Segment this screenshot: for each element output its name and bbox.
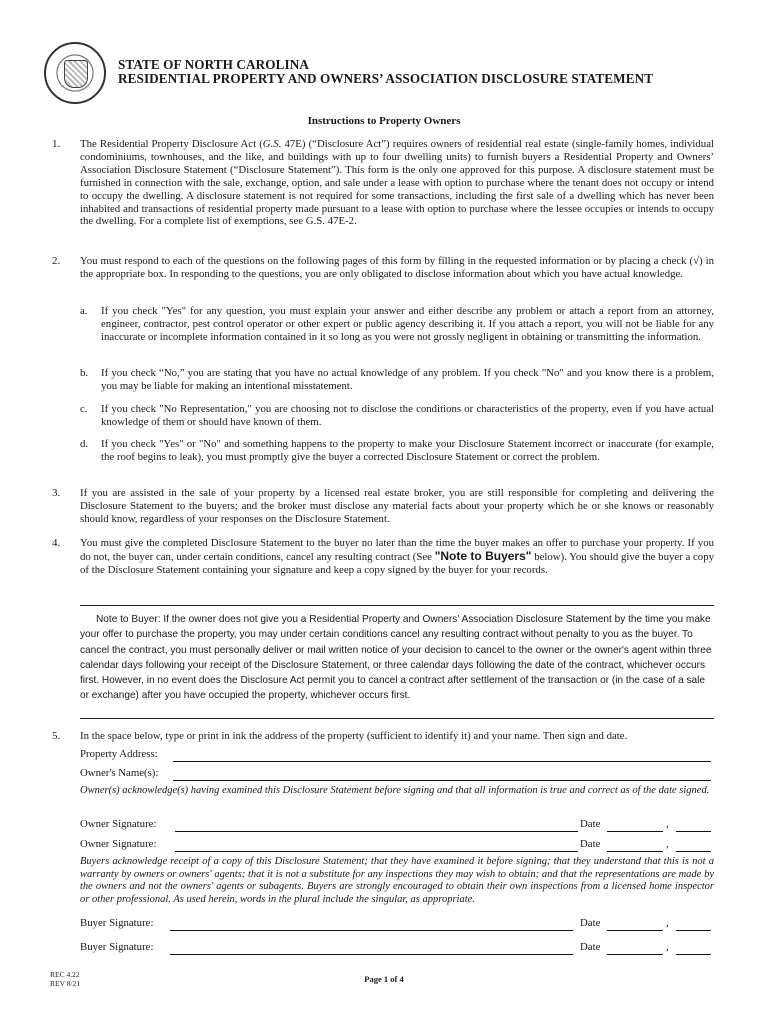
section-3-number: 3. bbox=[52, 487, 61, 499]
header-title: RESIDENTIAL PROPERTY AND OWNERS’ ASSOCIATION DISCLOSURE STATEMENT bbox=[118, 71, 654, 86]
sub-item-c-text: If you check "No Representation," you are choosing not to disclose the conditions or characteristics of the property, even if you have actual knowledge of them or should have known of them. bbox=[101, 403, 714, 428]
buyer-signature-2-date-comma: , bbox=[666, 941, 669, 953]
buyer-signature-1-field[interactable] bbox=[170, 930, 573, 931]
page-number: Page 1 of 4 bbox=[364, 974, 404, 984]
note-to-buyers-reference: "Note to Buyers" bbox=[434, 548, 532, 563]
owners-names-label: Owner's Name(s): bbox=[80, 767, 159, 779]
form-code: REC 4.22 bbox=[50, 970, 80, 979]
owner-signature-1-date-label: Date bbox=[580, 818, 601, 830]
seal-shield-icon bbox=[64, 60, 88, 88]
instructions-title: Instructions to Property Owners bbox=[307, 115, 461, 127]
section-5-number: 5. bbox=[52, 730, 61, 742]
buyer-signature-1-date-field[interactable] bbox=[607, 930, 663, 931]
sub-item-d-text: If you check "Yes" or "No" and something happens to the property to make your Disclosure Statement incorrect or inaccurate (for example, the roof begins to leak), you must promptly give the buyer a corrected Disclosure Statement or correct the problem. bbox=[101, 438, 714, 463]
section-4-text: You must give the completed Disclosure Statement to the buyer no later than the time the buyer makes an offer to purchase your property. If you do not, the buyer can, under certain conditions, cancel any resulting contract (See "Note to Buyers" below). You should give the buyer a copy of the Disclosure Statement containing your signature and keep a copy signed by the buyer for your records. bbox=[80, 537, 714, 576]
owner-signature-1-date-field[interactable] bbox=[607, 831, 663, 832]
buyer-signature-2-date-field[interactable] bbox=[607, 954, 663, 955]
buyer-signature-1-date-comma: , bbox=[666, 917, 669, 929]
section-2-number: 2. bbox=[52, 255, 61, 267]
section-1-text: The Residential Property Disclosure Act (G.S. 47E) (“Disclosure Act”) requires owners of residential real estate (single-family homes, individual condominiums, townhouses, and the like, and buildings with up to four dwelling units) to furnish buyers a Residential Property and Owners’ Association Disclosure Statement (“Disclosure Statement”). This form is the only one approved for this purpose. A disclosure statement must be furnished in connection with the sale, exchange, option, and sale under a lease with option to purchase where the tenant does not occupy or intend to occupy the dwelling. A disclosure statement is not required for some transactions, including the first sale of a dwelling which has never been inhabited and transactions of residential property made pursuant to a lease with option to purchase where the lessee occupies or intends to occupy the dwelling. For a complete list of exemptions, see G.S. 47E-2. bbox=[80, 138, 714, 228]
sub-item-c-letter: c. bbox=[80, 403, 88, 415]
owner-signature-1-label: Owner Signature: bbox=[80, 818, 157, 830]
sub-item-a-text: If you check "Yes" for any question, you must explain your answer and either describe any problem or attach a report from an attorney, engineer, contractor, pest control operator or other expert or public agency describing it. If you attach a report, you will not be liable for any inaccurate or incomplete information contained in it so long as you were not grossly negligent in obtaining or transmitting the information. bbox=[101, 305, 714, 343]
buyer-signature-1-label: Buyer Signature: bbox=[80, 917, 154, 929]
note-bottom-rule bbox=[80, 718, 714, 719]
section-3-text: If you are assisted in the sale of your property by a licensed real estate broker, you are still responsible for completing and delivering the Disclosure Statement to the buyers; and the broker must disclose any material facts about your property which he or she knows or reasonably should know, regardless of your responses on the Disclosure Statement. bbox=[80, 487, 714, 525]
section-4-number: 4. bbox=[52, 537, 61, 549]
owner-signature-1-year-field[interactable] bbox=[676, 831, 711, 832]
buyer-signature-2-label: Buyer Signature: bbox=[80, 941, 154, 953]
section-5-text: In the space below, type or print in ink the address of the property (sufficient to identify it) and your name. Then sign and date. bbox=[80, 730, 628, 742]
note-to-buyer: Note to Buyer: If the owner does not give you a Residential Property and Owners' Association Disclosure Statement by the time you make your offer to purchase the property, you may under certain conditions cancel any resulting contract without penalty to you as the buyer. To cancel the contract, you must personally deliver or mail written notice of your decision to cancel to the owner or the owner's agent within three calendar days following your receipt of the Disclosure Statement, or three calendar days following the date of the contract, whichever occurs first. However, in no event does the Disclosure Act permit you to cancel a contract after settlement of the transaction or (in the case of a sale or exchange) after you have occupied the property, whichever occurs first. bbox=[80, 614, 712, 702]
owner-signature-2-date-label: Date bbox=[580, 838, 601, 850]
buyer-acknowledgement: Buyers acknowledge receipt of a copy of this Disclosure Statement; that they have examined it before signing; that they understand that this is not a warranty by owners or owners' agents; that it is not a substitute for any inspections they may wish to obtain; and that the representations are made by the owners and not the owners' agents or subagents. Buyers are strongly encouraged to obtain their own inspections from a licensed home inspector or other professional. As used herein, words in the plural include the singular, as appropriate. bbox=[80, 856, 714, 906]
buyer-signature-2-date-label: Date bbox=[580, 941, 601, 953]
sub-item-b-letter: b. bbox=[80, 367, 89, 379]
buyer-signature-2-field[interactable] bbox=[170, 954, 573, 955]
note-top-rule bbox=[80, 605, 714, 606]
owners-names-field[interactable] bbox=[173, 780, 711, 781]
buyer-signature-1-date-label: Date bbox=[580, 917, 601, 929]
buyer-signature-2-year-field[interactable] bbox=[676, 954, 711, 955]
form-revision: REV 8/21 bbox=[50, 979, 81, 988]
nc-real-estate-commission-seal-icon bbox=[44, 42, 106, 104]
owner-signature-1-date-comma: , bbox=[666, 818, 669, 830]
owner-signature-2-date-comma: , bbox=[666, 838, 669, 850]
sub-item-b-text: If you check “No,” you are stating that you have no actual knowledge of any problem. If you check "No" and you know there is a problem, you may be liable for making an intentional misstatement. bbox=[101, 367, 714, 392]
section-1-number: 1. bbox=[52, 138, 61, 150]
buyer-signature-1-year-field[interactable] bbox=[676, 930, 711, 931]
sub-item-d-letter: d. bbox=[80, 438, 89, 450]
owner-acknowledgement: Owner(s) acknowledge(s) having examined this Disclosure Statement before signing and that all information is true and correct as of the date signed. bbox=[80, 785, 710, 796]
property-address-field[interactable] bbox=[173, 761, 711, 762]
property-address-label: Property Address: bbox=[80, 748, 158, 760]
header-state: STATE OF NORTH CAROLINA bbox=[118, 57, 309, 72]
owner-signature-2-date-field[interactable] bbox=[607, 851, 663, 852]
owner-signature-1-field[interactable] bbox=[175, 831, 578, 832]
owner-signature-2-field[interactable] bbox=[175, 851, 578, 852]
owner-signature-2-year-field[interactable] bbox=[676, 851, 711, 852]
section-2-text: You must respond to each of the questions on the following pages of this form by filling in the requested information or by placing a check (√) in the appropriate box. In responding to the questions, you are only obligated to disclose information about which you have actual knowledge. bbox=[80, 255, 714, 280]
owner-signature-2-label: Owner Signature: bbox=[80, 838, 157, 850]
sub-item-a-letter: a. bbox=[80, 305, 88, 317]
